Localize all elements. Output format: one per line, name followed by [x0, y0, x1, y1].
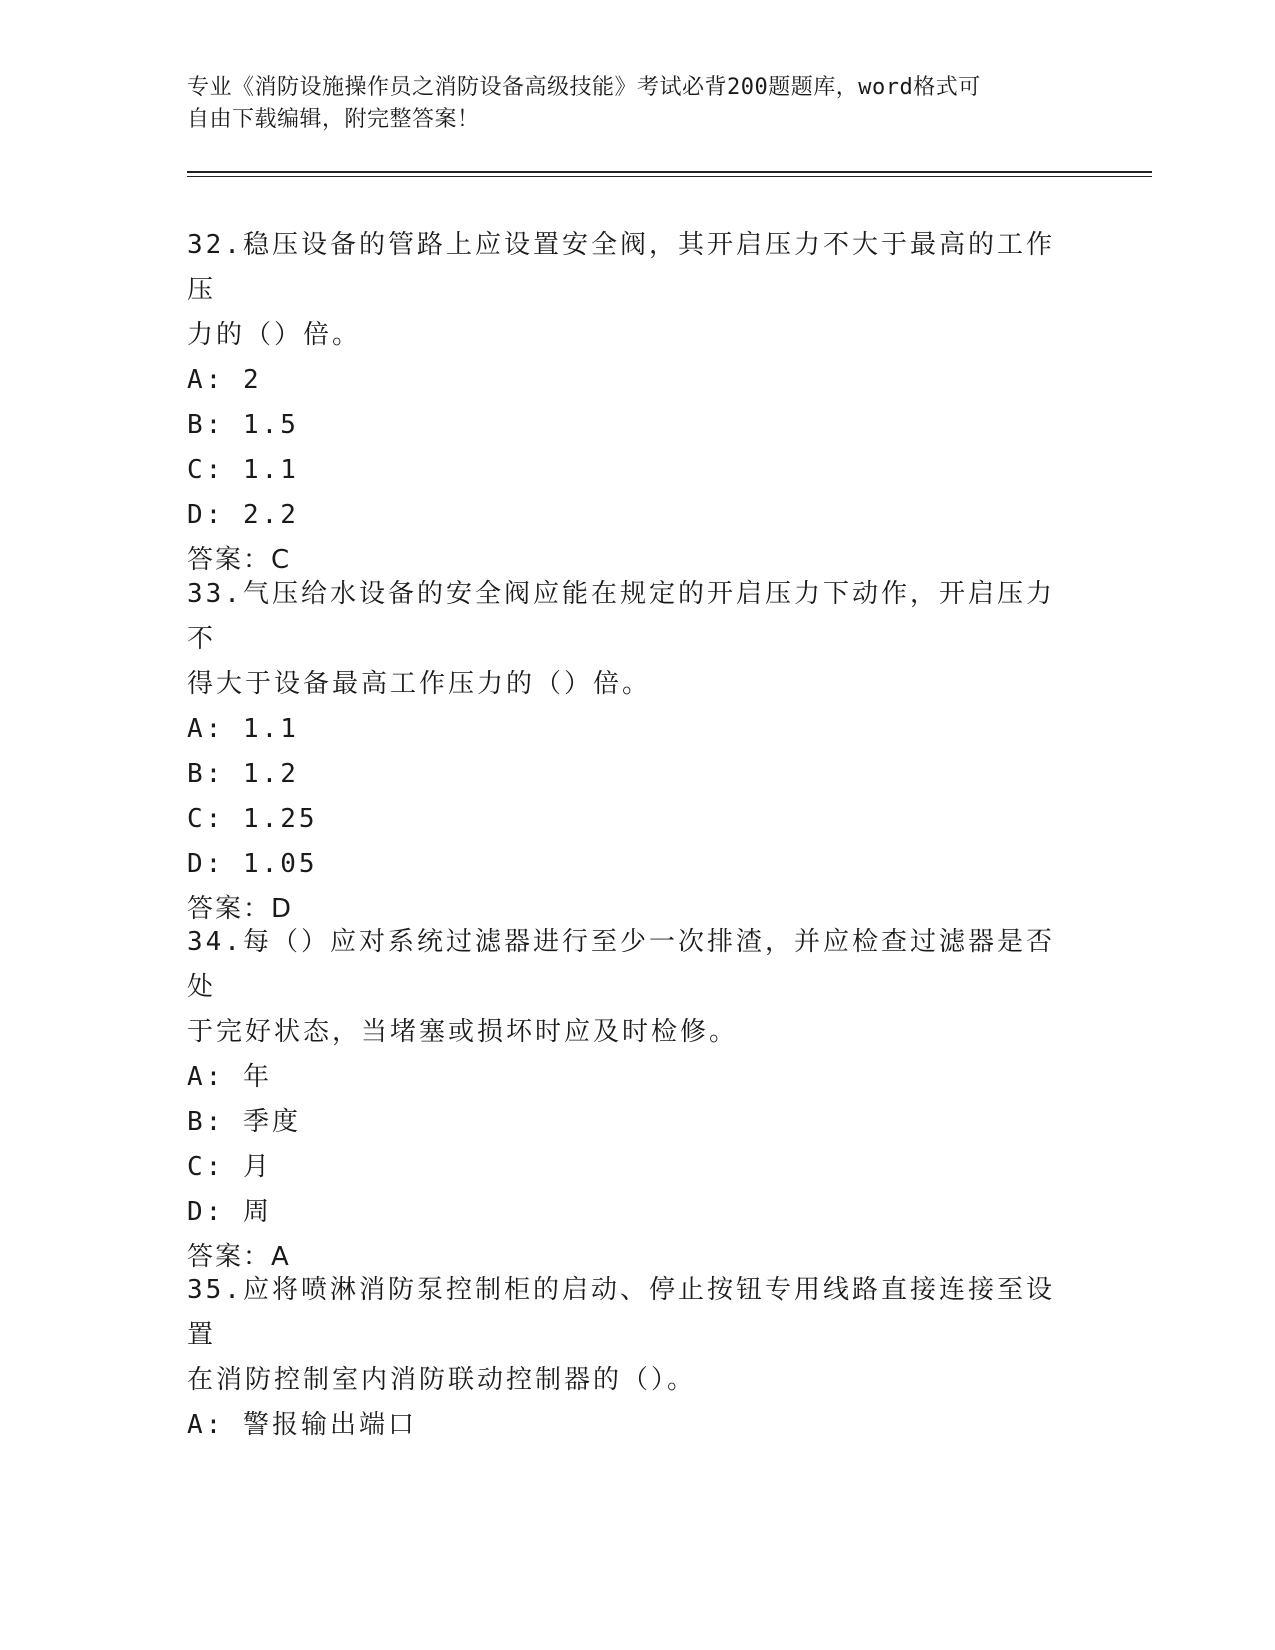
- option-c: C: 月: [187, 1152, 272, 1182]
- question-text: [187, 223, 1067, 358]
- answer: 答案：A: [187, 1242, 291, 1272]
- document-header: [187, 72, 1067, 136]
- option-b: B: 1.2: [187, 759, 299, 789]
- question-text: [187, 920, 1067, 1055]
- option-d: D: 周: [187, 1197, 272, 1227]
- option-b: B: 1.5: [187, 410, 299, 440]
- option-d: D: 2.2: [187, 500, 299, 530]
- option-a: A: 2: [187, 365, 262, 395]
- question-text-line-1: 33.气压给水设备的安全阀应能在规定的开启压力下动作，开启压力不: [187, 579, 1055, 654]
- header-divider: [187, 171, 1152, 177]
- question-text-line-1: 32.稳压设备的管路上应设置安全阀，其开启压力不大于最高的工作压: [187, 230, 1055, 305]
- document-page: [187, 72, 1152, 177]
- question-text: [187, 572, 1067, 707]
- question-text-line-1: 34.每（）应对系统过滤器进行至少一次排渣，并应检查过滤器是否处: [187, 927, 1055, 1002]
- question-text-line-2: 得大于设备最高工作压力的（）倍。: [187, 669, 652, 699]
- option-a: A: 警报输出端口: [187, 1410, 417, 1440]
- option-c: C: 1.25: [187, 804, 318, 834]
- header-line-2: 自由下载编辑，附完整答案！: [187, 107, 480, 132]
- option-b: B: 季度: [187, 1107, 301, 1137]
- question-text: [187, 1268, 1067, 1403]
- answer: 答案：C: [187, 545, 292, 575]
- question-text-line-2: 于完好状态，当堵塞或损坏时应及时检修。: [187, 1017, 739, 1047]
- question-35: [187, 1268, 1087, 1448]
- question-32: [187, 223, 1087, 583]
- option-a: A: 1.1: [187, 714, 299, 744]
- question-text-line-2: 力的（）倍。: [187, 320, 362, 350]
- header-line-1: 专业《消防设施操作员之消防设备高级技能》考试必背200题题库，word格式可: [187, 75, 981, 100]
- option-c: C: 1.1: [187, 455, 299, 485]
- answer: 答案：D: [187, 894, 294, 924]
- question-33: [187, 572, 1087, 932]
- option-d: D: 1.05: [187, 849, 318, 879]
- option-a: A: 年: [187, 1062, 272, 1092]
- question-text-line-1: 35.应将喷淋消防泵控制柜的启动、停止按钮专用线路直接连接至设置: [187, 1275, 1055, 1350]
- question-text-line-2: 在消防控制室内消防联动控制器的（）。: [187, 1365, 697, 1395]
- question-34: [187, 920, 1087, 1280]
